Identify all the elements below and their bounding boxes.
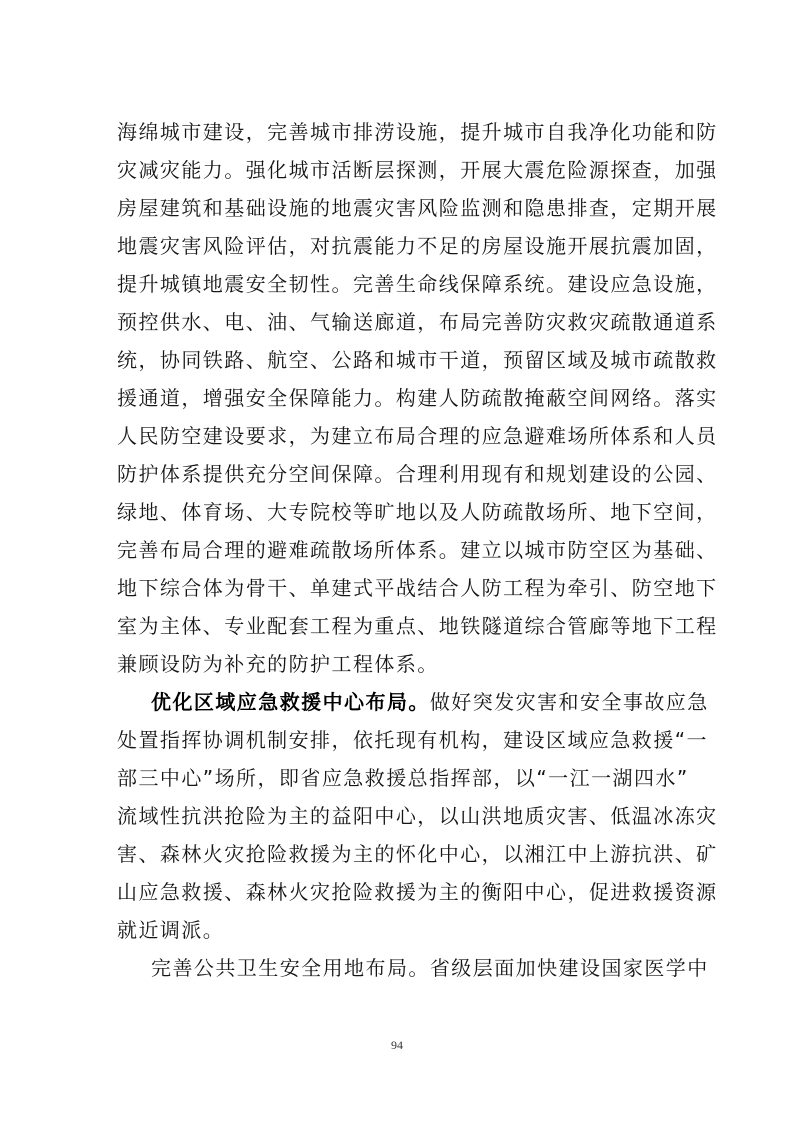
paragraph-line: 预控供水、电、油、气输送廊道，布局完善防灾救灾疏散通道系 (117, 310, 718, 334)
paragraph-line: 兼顾设防为补充的防护工程体系。 (117, 652, 439, 676)
paragraph-line: 就近调派。 (117, 918, 225, 942)
paragraph-line: 人民防空建设要求，为建立布局合理的应急避难场所体系和人员 (117, 424, 718, 448)
section-heading-line (151, 688, 709, 716)
paragraph-line: 完善布局合理的避难疏散场所体系。建立以城市防空区为基础、 (117, 538, 718, 562)
paragraph-line: 房屋建筑和基础设施的地震灾害风险监测和隐患排查，定期开展 (117, 196, 718, 220)
page-number: 94 (391, 1038, 403, 1052)
paragraph-line: 室为主体、专业配套工程为重点、地铁隧道综合管廊等地下工程 (117, 614, 718, 638)
paragraph-line: 提升城镇地震安全韧性。完善生命线保障系统。建设应急设施， (117, 272, 718, 296)
paragraph-line: 处置指挥协调机制安排，依托现有机构，建设区域应急救援“一 (117, 728, 708, 752)
paragraph-line: 绿地、体育场、大专院校等旷地以及人防疏散场所、地下空间， (117, 500, 718, 524)
paragraph-line: 地下综合体为骨干、单建式平战结合人防工程为牵引、防空地下 (117, 576, 718, 600)
paragraph-line: 害、森林火灾抢险救援为主的怀化中心，以湘江中上游抗洪、矿 (117, 842, 718, 866)
section-heading: 优化区域应急救援中心布局。 (151, 690, 430, 714)
paragraph-line: 山应急救援、森林火灾抢险救援为主的衡阳中心，促进救援资源 (117, 880, 718, 904)
paragraph-line: 流域性抗洪抢险为主的益阳中心，以山洪地质灾害、低温冰冻灾 (117, 804, 718, 828)
paragraph-line: 援通道，增强安全保障能力。构建人防疏散掩蔽空间网络。落实 (117, 386, 718, 410)
paragraph-line: 完善公共卫生安全用地布局。省级层面加快建设国家医学中 (151, 956, 709, 980)
section-heading-rest: 做好突发灾害和安全事故应急 (429, 690, 709, 714)
paragraph-line: 地震灾害风险评估，对抗震能力不足的房屋设施开展抗震加固， (117, 234, 718, 258)
paragraph-line: 统，协同铁路、航空、公路和城市干道，预留区域及城市疏散救 (117, 348, 718, 372)
paragraph-line: 部三中心”场所，即省应急救援总指挥部，以“一江一湖四水” (117, 766, 689, 790)
paragraph-line: 灾减灾能力。强化城市活断层探测，开展大震危险源探查，加强 (117, 158, 718, 182)
paragraph-line: 防护体系提供充分空间保障。合理利用现有和规划建设的公园、 (117, 462, 718, 486)
paragraph-line: 海绵城市建设，完善城市排涝设施，提升城市自我净化功能和防 (117, 120, 718, 144)
